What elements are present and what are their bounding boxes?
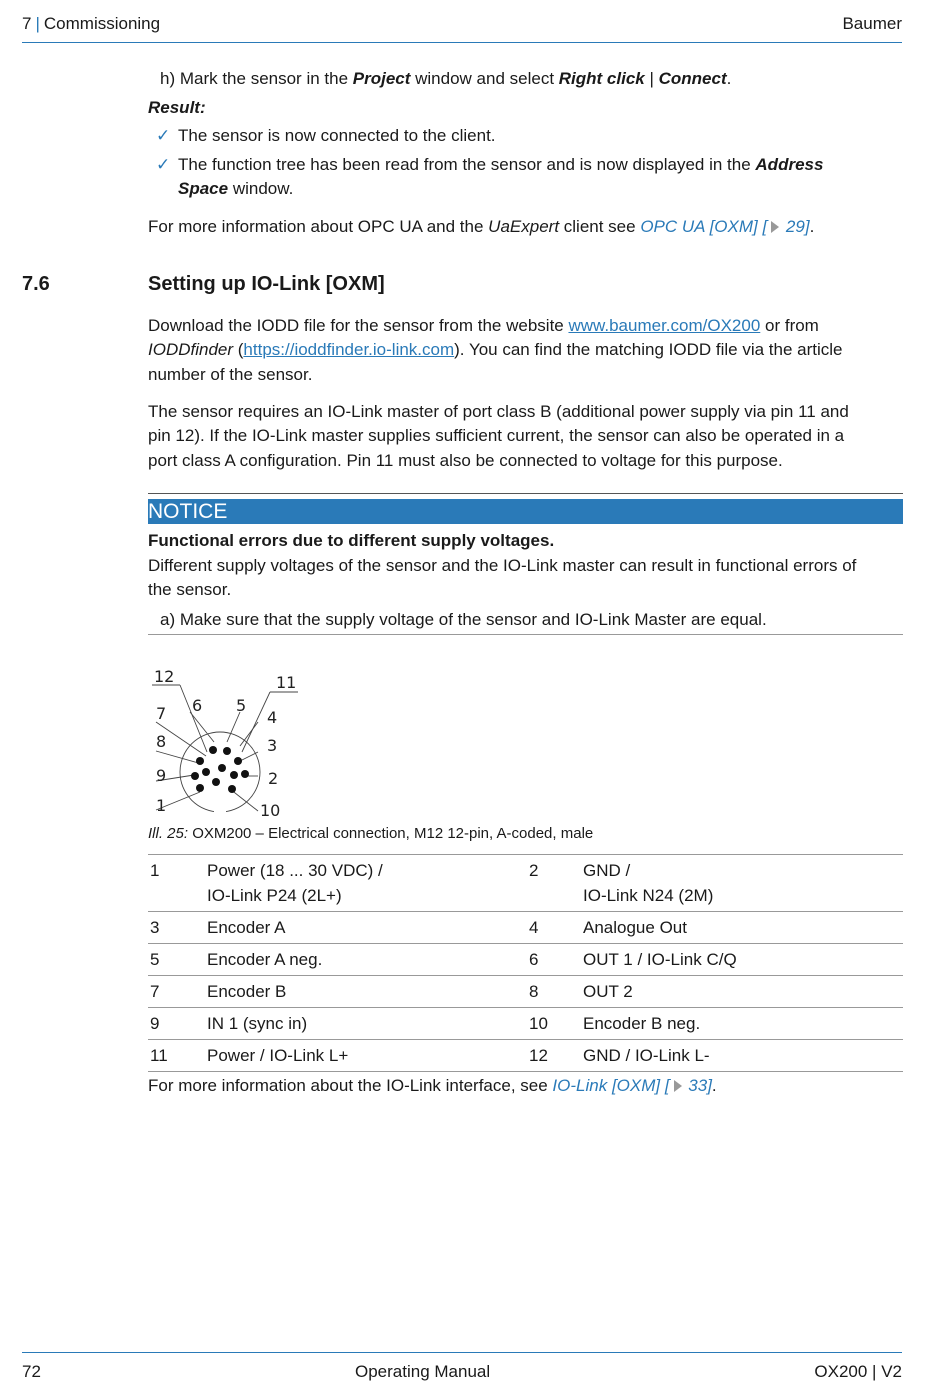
page-ref-arrow-icon — [771, 221, 779, 233]
pin-function: OUT 2 — [583, 982, 633, 1001]
pin-label-4: 4 — [267, 708, 278, 727]
pin-number: 2 — [529, 861, 539, 880]
pin-number: 3 — [150, 918, 160, 937]
page-footer — [22, 1352, 902, 1383]
paragraph-line: number of the sensor. — [148, 365, 313, 384]
page-header — [22, 12, 902, 43]
header-separator: | — [35, 14, 40, 33]
table-row — [148, 1040, 903, 1072]
chapter-title: Commissioning — [43, 14, 161, 33]
page-number: 72 — [22, 1362, 41, 1381]
chapter-heading — [22, 14, 160, 34]
pin-number: 12 — [529, 1046, 548, 1065]
pin-function: Encoder B — [207, 982, 287, 1001]
pin-label-11: 11 — [276, 673, 297, 692]
pin-assignment-table — [148, 854, 903, 1072]
pin-function: Encoder A — [207, 918, 286, 937]
pin-label-6: 6 — [192, 696, 203, 715]
pin-label-7: 7 — [156, 704, 167, 723]
pin-label-9: 9 — [156, 766, 167, 785]
pin-function: GND / IO-Link L- — [583, 1046, 710, 1065]
connector-pinout-figure — [150, 664, 310, 822]
pin-function: Power / IO-Link L+ — [207, 1046, 349, 1065]
document-type: Operating Manual — [355, 1362, 491, 1381]
pin-label-12: 12 — [154, 667, 175, 686]
pin-number: 9 — [150, 1014, 160, 1033]
pin-label-1: 1 — [156, 796, 167, 815]
pin-label-3: 3 — [267, 736, 278, 755]
opc-more-info: For more information about OPC UA and the UaExpert client see OPC UA [OXM] [ 29]. — [148, 217, 815, 236]
ioddfinder-link[interactable]: https://ioddfinder.io-link.com — [243, 340, 455, 359]
result-item: ✓ The function tree has been read from the sensor and is now displayed in the Address — [156, 153, 823, 177]
paragraph-line: pin 12). If the IO-Link master supplies sufficient current, the sensor can also be operated in a — [148, 426, 845, 445]
iolink-more-info: For more information about the IO-Link interface, see IO-Link [OXM] [ 33]. — [148, 1076, 717, 1095]
pin-number: 4 — [529, 918, 539, 937]
notice-text: the sensor. — [148, 580, 232, 599]
pin-number: 10 — [529, 1014, 548, 1033]
paragraph-line: port class A configuration. Pin 11 must also be connected to voltage for this purpose. — [148, 451, 783, 470]
paragraph-line: Download the IODD file for the sensor from the website www.baumer.com/OX200 or from — [148, 316, 819, 335]
section-title: Setting up IO-Link [OXM] — [148, 273, 385, 295]
notice-bottom-rule — [148, 634, 903, 635]
brand-name: Baumer — [842, 14, 902, 33]
page-ref-arrow-icon — [674, 1080, 682, 1092]
result-label: Result: — [148, 98, 206, 117]
pin-number: 1 — [150, 861, 160, 880]
figure-caption: Ill. 25: OXM200 – Electrical connection, M12 12-pin, A-coded, male — [148, 825, 594, 842]
pin-function: Analogue Out — [583, 918, 687, 937]
step-h: h) Mark the sensor in the Project window and select Right click | Connect. — [160, 69, 732, 88]
pin-number: 6 — [529, 950, 539, 969]
table-row — [148, 855, 903, 912]
pin-label-5: 5 — [236, 696, 247, 715]
table-row — [148, 976, 903, 1008]
pin-label-2: 2 — [268, 769, 279, 788]
pin-function: GND / IO-Link N24 (2M) — [583, 861, 714, 905]
result-item: ✓ The sensor is now connected to the client. — [156, 124, 496, 148]
checkmark-icon: ✓ — [156, 126, 171, 145]
notice-top-rule — [148, 493, 903, 494]
table-row — [148, 944, 903, 976]
pin-number: 5 — [150, 950, 160, 969]
pin-function: IN 1 (sync in) — [207, 1014, 308, 1033]
notice-text: Different supply voltages of the sensor and the IO-Link master can result in functional errors of — [148, 556, 857, 575]
pin-function: Encoder A neg. — [207, 950, 323, 969]
baumer-website-link[interactable]: www.baumer.com/OX200 — [568, 316, 761, 335]
notice-label: NOTICE — [148, 499, 903, 524]
pin-function: Encoder B neg. — [583, 1014, 701, 1033]
pin-number: 7 — [150, 982, 160, 1001]
paragraph-line: The sensor requires an IO-Link master of port class B (additional power supply via pin 11 and — [148, 402, 849, 421]
notice-title: Functional errors due to different supply voltages. — [148, 531, 555, 550]
iolink-link[interactable]: IO-Link [OXM] [ 33] — [552, 1076, 712, 1095]
notice-step-a: a) Make sure that the supply voltage of the sensor and IO-Link Master are equal. — [160, 610, 767, 629]
chapter-number: 7 — [22, 14, 32, 33]
pin-label-8: 8 — [156, 732, 167, 751]
section-number: 7.6 — [22, 273, 50, 295]
checkmark-icon: ✓ — [156, 155, 171, 174]
pin-label-10: 10 — [260, 801, 281, 820]
pin-number: 8 — [529, 982, 539, 1001]
product-version: OX200 | V2 — [814, 1362, 902, 1381]
pin-number: 11 — [150, 1046, 168, 1065]
table-row — [148, 1008, 903, 1040]
pin-function: OUT 1 / IO-Link C/Q — [583, 950, 737, 969]
result-item-continuation: Space window. — [178, 179, 294, 198]
pin-function: Power (18 ... 30 VDC) / IO-Link P24 (2L+) — [207, 861, 383, 905]
table-row — [148, 912, 903, 944]
paragraph-line: IODDfinder (https://ioddfinder.io-link.com). You can find the matching IODD file via the article — [148, 340, 843, 359]
opc-ua-link[interactable]: OPC UA [OXM] [ 29] — [640, 217, 810, 236]
